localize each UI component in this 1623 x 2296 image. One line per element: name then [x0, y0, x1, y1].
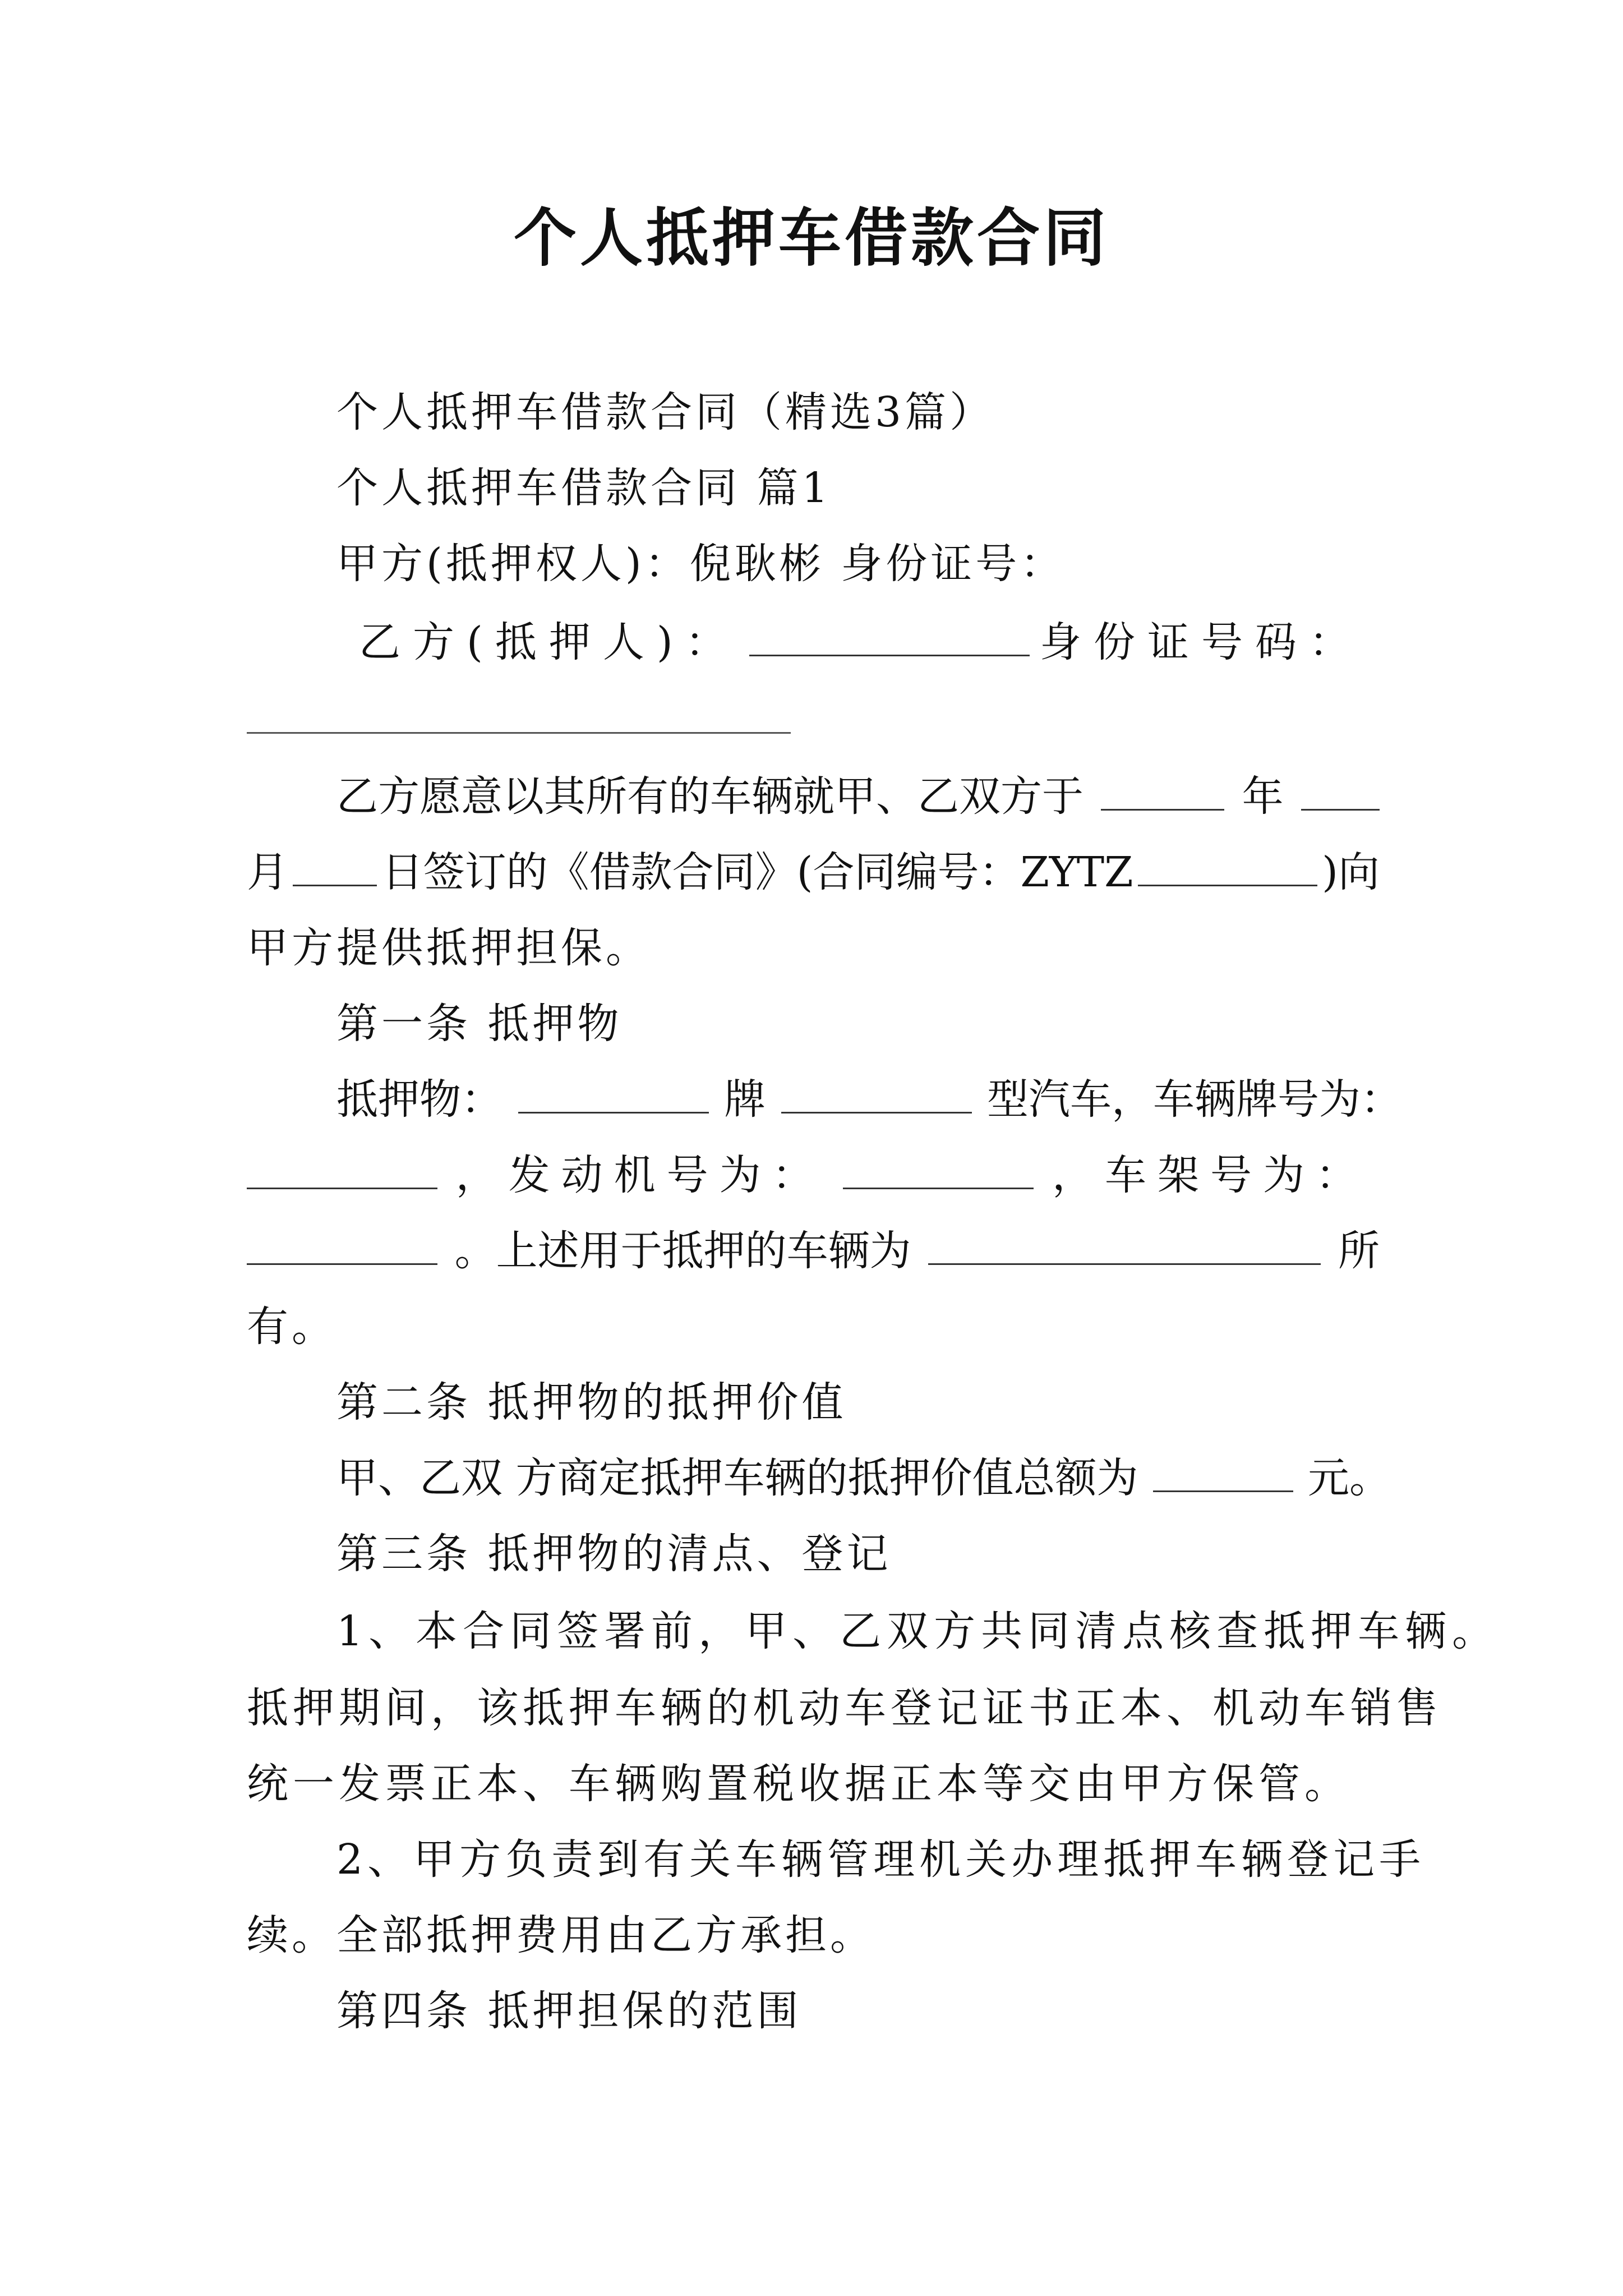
contract-number-blank [1138, 845, 1317, 886]
article-2-text-1a: 甲、乙双 方商定抵押车辆的抵押价值总额为 [336, 1454, 1138, 1502]
article-1-text-2b: ，车架号为： [1052, 1151, 1368, 1199]
article-2-line-1 [336, 1450, 1391, 1506]
intro-line-3: 甲方提供抵押担保。 [247, 924, 651, 972]
model-blank [781, 1073, 972, 1114]
article-1-text-1c: 型汽车，车辆牌号为： [987, 1075, 1402, 1124]
frame-number-blank [247, 1224, 437, 1265]
party-a-line: 甲方(抵押权人)：倪耿彬 身份证号： [336, 540, 1066, 588]
party-b-line [359, 614, 1363, 670]
article-3-p1-line-3: 统一发票正本、车辆购置税收据正本等交由甲方保管。 [247, 1760, 1350, 1808]
article-1-heading: 第一条 抵押物 [336, 1000, 623, 1048]
part-heading: 个人抵押车借款合同 篇1 [336, 464, 832, 512]
article-1-line-2 [247, 1147, 1368, 1203]
intro-text-1a: 乙方愿意以其所有的车辆就甲、乙双方于 [336, 772, 1083, 821]
article-2-text-1b: 元。 [1308, 1454, 1391, 1502]
intro-text-2c: )向 [1322, 848, 1380, 896]
article-1-text-2a: ，发动机号为： [455, 1151, 825, 1199]
intro-line-2 [247, 844, 1380, 900]
article-1-text-3a: 。上述用于抵押的车辆为 [454, 1227, 911, 1275]
month-blank [1301, 770, 1380, 811]
party-b-label: 乙方(抵押人)： [359, 618, 739, 666]
intro-text-2b: 日签订的《借款合同》(合同编号：ZYTZ [381, 848, 1133, 896]
party-b-id-label: 身份证号码： [1040, 618, 1363, 666]
owner-blank [928, 1224, 1321, 1265]
article-4-heading: 第四条 抵押担保的范围 [336, 1987, 802, 2035]
article-2-heading: 第二条 抵押物的抵押价值 [336, 1378, 847, 1427]
article-3-p1-line-1: 1、本合同签署前，甲、乙双方共同清点核查抵押车辆。 [336, 1607, 1500, 1655]
engine-number-blank [843, 1148, 1034, 1189]
plate-number-blank [247, 1148, 437, 1189]
article-3-p2-line-2: 续。全部抵押费用由乙方承担。 [247, 1911, 875, 1959]
party-b-name-blank [749, 615, 1030, 656]
brand-blank [518, 1073, 709, 1114]
intro-text-1b: 年 [1242, 772, 1284, 821]
day-blank [293, 845, 377, 886]
article-3-heading: 第三条 抵押物的清点、登记 [336, 1530, 892, 1578]
article-3-p2-line-1: 2、甲方负责到有关车辆管理机关办理抵押车辆登记手 [336, 1835, 1426, 1884]
article-1-line-4: 有。 [247, 1303, 336, 1351]
document-subtitle: 个人抵押车借款合同（精选3篇） [336, 388, 995, 436]
year-blank [1101, 770, 1224, 811]
intro-line-1 [336, 769, 1380, 825]
mortgage-value-blank [1153, 1451, 1293, 1492]
article-1-text-3b: 所 [1338, 1227, 1380, 1275]
party-b-id-blank [247, 732, 791, 734]
article-1-text-1a: 抵押物： [336, 1075, 502, 1124]
article-3-p1-line-2: 抵押期间，该抵押车辆的机动车登记证书正本、机动车销售 [247, 1684, 1442, 1732]
article-1-line-1 [336, 1071, 1402, 1128]
document-title: 个人抵押车借款合同 [514, 201, 1109, 275]
article-1-text-1b: 牌 [724, 1075, 766, 1124]
article-1-line-3 [247, 1223, 1380, 1279]
intro-text-2a: 月 [247, 848, 288, 896]
